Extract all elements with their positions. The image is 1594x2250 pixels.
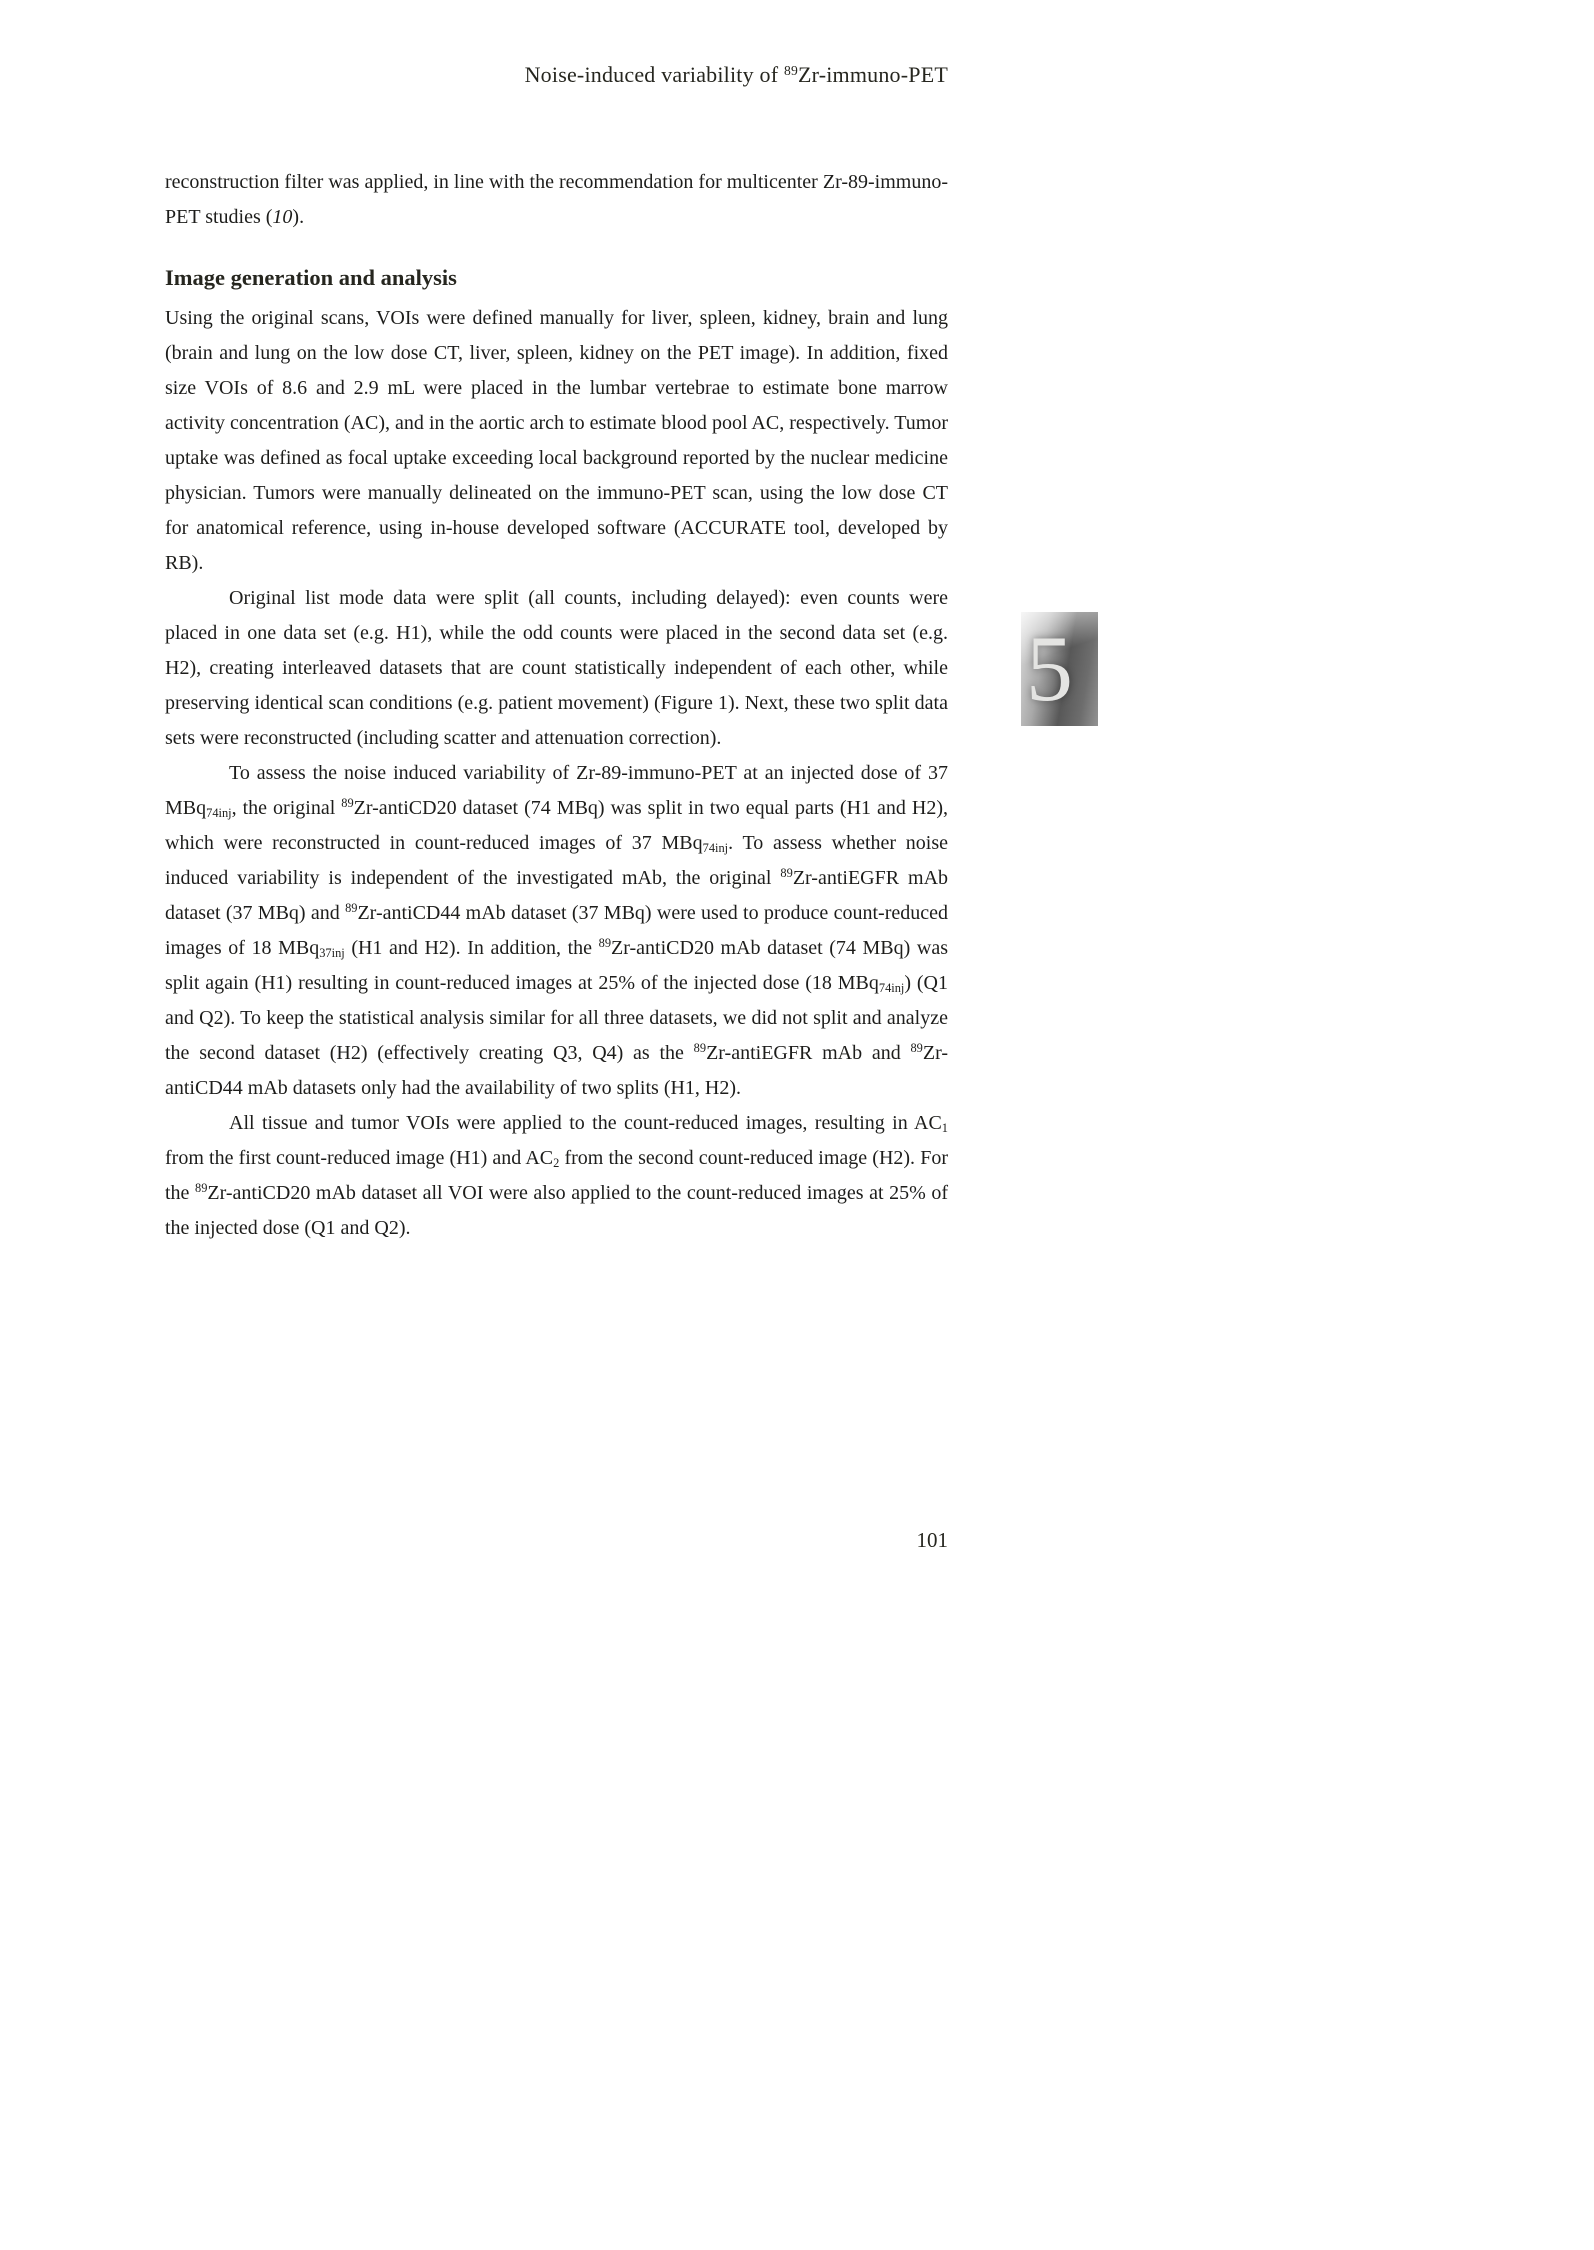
paragraph-continuation: reconstruction filter was applied, in line with the recommendation for multicenter Zr-89-immuno-PET studies (10). (165, 171, 948, 228)
paragraph-voi-application: All tissue and tumor VOIs were applied to the count-reduced images, resulting in $AC_1$ from the first count-reduced image (H1) and $AC_2$ from the second count-reduced image (H2). For the $^{89}$Zr-antiCD20 mAb dataset all VOI were also applied to the count-reduced images at 25% of the injected dose (Q1 and Q2). (165, 1112, 948, 1239)
paragraph-voi-definition: Using the original scans, VOIs were defined manually for liver, spleen, kidney, brain and lung (brain and lung on the low dose CT, liver, spleen, kidney on the PET image). In addition, fixed size VOIs of 8.6 and 2.9 mL were placed in the lumbar vertebrae to estimate bone marrow activity concentration (AC), and in the aortic arch to estimate blood pool AC, respectively. Tumor uptake was defined as focal uptake exceeding local background reported by the nuclear medicine physician. Tumors were manually delineated on the immuno-PET scan, using the low dose CT for anatomical reference, using in-house developed software (ACCURATE tool, developed by RB). (165, 307, 948, 574)
chapter-number: 5 (1026, 617, 1073, 721)
text-column (165, 165, 948, 1246)
paragraph-noise-variability: To assess the noise induced variability of Zr-89-immuno-PET at an injected dose of 37 MBq$_{74inj}$, the original $^{89}$Zr-antiCD20 dataset (74 MBq) was split in two equal parts (H1 and H2), which were reconstructed in count-reduced images of 37 MBq$_{74inj}$. To assess whether noise induced variability is independent of the investigated mAb, the original $^{89}$Zr-antiEGFR mAb dataset (37 MBq) and $^{89}$Zr-antiCD44 mAb dataset (37 MBq) were used to produce count-reduced images of 18 MBq$_{37inj}$ (H1 and H2). In addition, the $^{89}$Zr-antiCD20 mAb dataset (74 MBq) was split again (H1) resulting in count-reduced images at 25% of the injected dose (18 MBq$_{74inj}$) (Q1 and Q2). To keep the statistical analysis similar for all three datasets, we did not split and analyze the second dataset (H2) (effectively creating Q3, Q4) as the $^{89}$Zr-antiEGFR mAb and $^{89}$Zr-antiCD44 mAb datasets only had the availability of two splits (H1, H2). (165, 762, 949, 1099)
section-heading: Image generation and analysis (165, 265, 457, 290)
chapter-tab-image (1021, 612, 1098, 726)
page-number: 101 (916, 1528, 948, 1552)
paragraph-list-mode-split: Original list mode data were split (all counts, including delayed): even counts were placed in one data set (e.g. H1), while the odd counts were placed in the second data set (e.g. H2), creating interleaved datasets that are count statistically independent of each other, while preserving identical scan conditions (e.g. patient movement) (Figure 1). Next, these two split data sets were reconstructed (including scatter and attenuation correction). (165, 587, 948, 749)
running-head: Noise-induced variability of $^{89}$Zr-immuno-PET (524, 62, 948, 87)
